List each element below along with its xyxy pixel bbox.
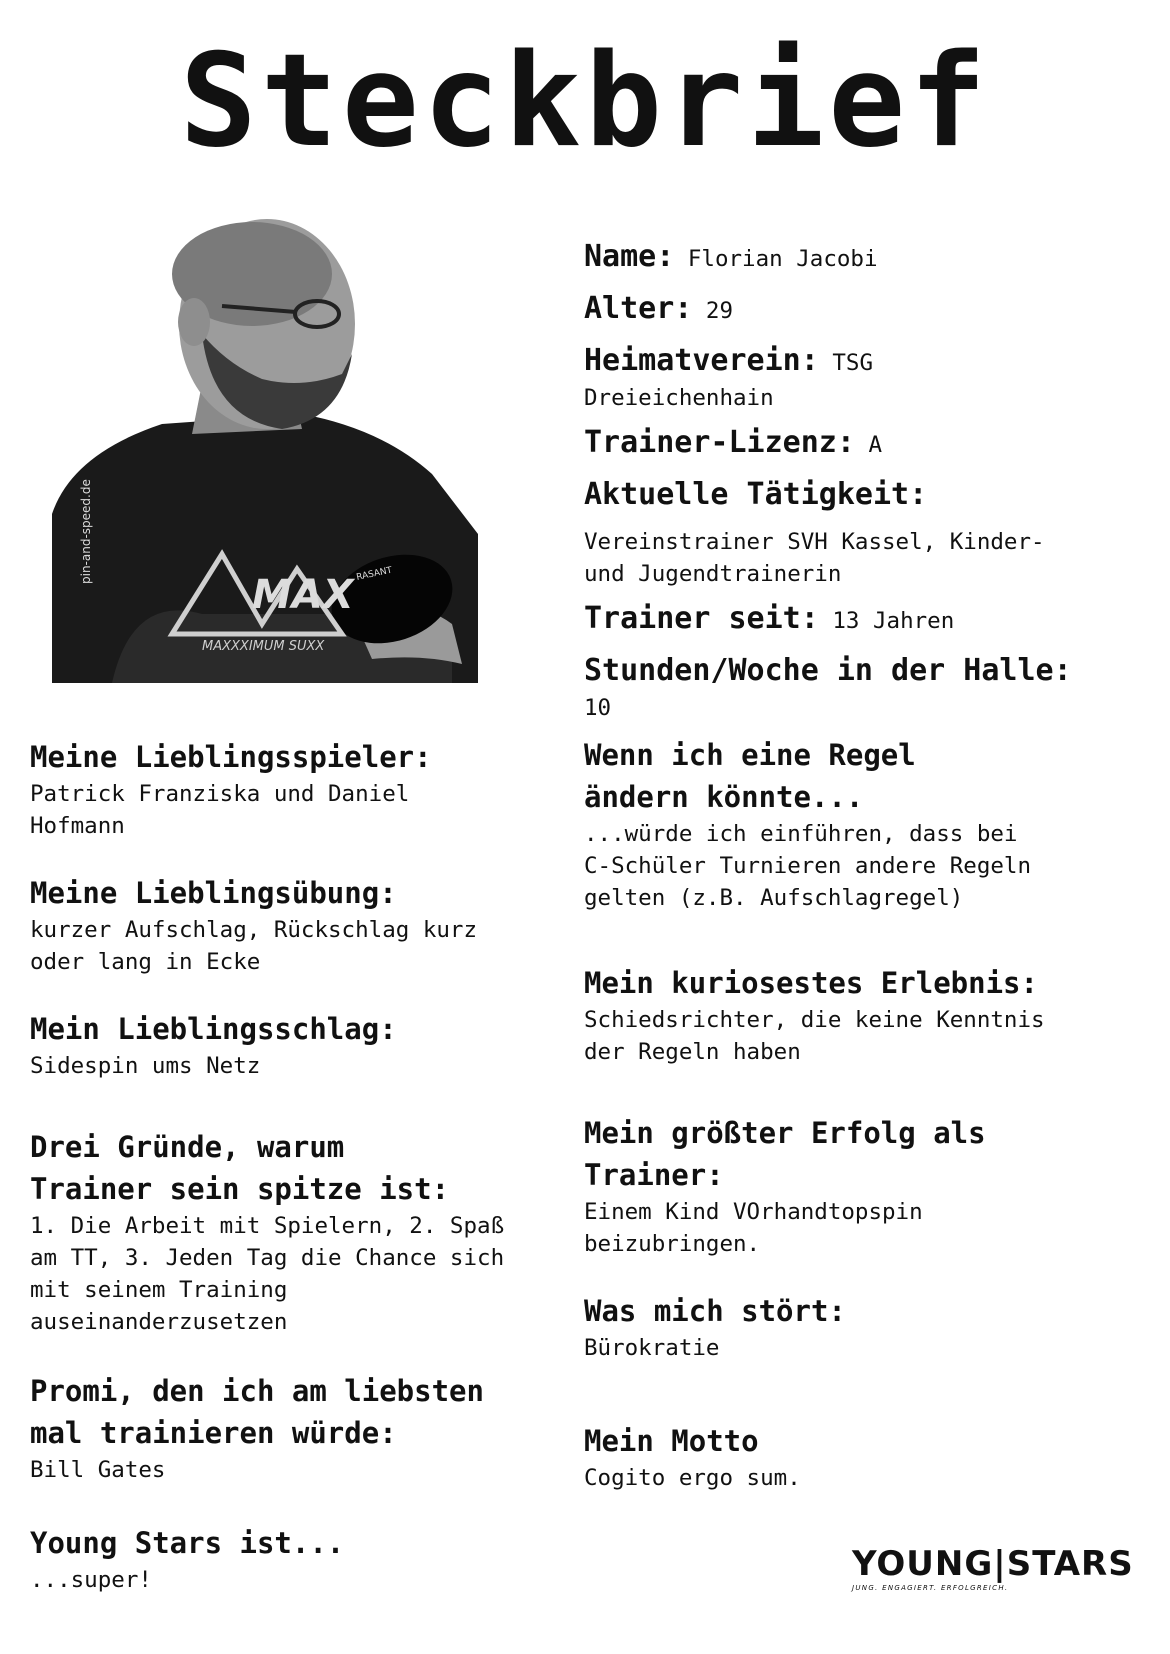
age-label: Alter: [584, 291, 693, 326]
name-label: Name: [584, 239, 675, 274]
section-text: Bill Gates [30, 1457, 166, 1483]
bat-label: RASANT [355, 565, 394, 583]
favorite-exercise [30, 872, 590, 978]
curious-experience [584, 962, 1154, 1068]
section-heading: Promi, den ich am liebsten mal trainieren würde: [30, 1374, 484, 1450]
celebrity-to-train [30, 1370, 590, 1486]
section-text: kurzer Aufschlag, Rückschlag kurz oder lang in Ecke [30, 917, 478, 975]
shirt-sleeve-text: pin-and-speed.de [79, 479, 93, 584]
club-label: Heimatverein: [584, 343, 819, 378]
section-text: Einem Kind VOrhandtopspin beizubringen. [584, 1199, 923, 1257]
three-reasons [30, 1126, 590, 1338]
since-label: Trainer seit: [584, 601, 819, 636]
section-heading: Meine Lieblingsspieler: [30, 740, 432, 774]
since-value: 13 Jahren [832, 608, 955, 634]
age-value: 29 [705, 298, 734, 324]
section-text: ...würde ich einführen, dass bei C-Schüler Turnieren andere Regeln gelten (z.B. Aufschlagregel) [584, 821, 1032, 911]
favorite-stroke [30, 1008, 570, 1082]
club-value-cont: Dreieichenhain [584, 385, 774, 411]
hours-value: 10 [584, 695, 612, 721]
license-label: Trainer-Lizenz: [584, 425, 855, 460]
section-heading: Was mich stört: [584, 1294, 846, 1328]
section-heading: Meine Lieblingsübung: [30, 876, 397, 910]
section-heading: Mein größter Erfolg als Trainer: [584, 1116, 986, 1192]
hours-label: Stunden/Woche in der Halle: [584, 653, 1072, 688]
favorite-players [30, 736, 570, 842]
section-text: ...super! [30, 1567, 152, 1593]
biggest-success [584, 1112, 1154, 1260]
section-heading: Young Stars ist... [30, 1526, 345, 1560]
page-title: Steckbrief [179, 27, 991, 176]
profile-facts [584, 236, 1154, 724]
logo-tagline: JUNG. ENGAGIERT. ERFOLGREICH. [852, 1584, 1009, 1592]
section-text: Patrick Franziska und Daniel Hofmann [30, 781, 410, 839]
young-stars-logo [852, 1544, 1134, 1614]
shirt-logo-text: MAX [252, 572, 354, 618]
club-value: TSG [832, 350, 873, 376]
section-text: Schiedsrichter, die keine Kenntnis der Regeln haben [584, 1007, 1045, 1065]
section-text: Cogito ergo sum. [584, 1465, 801, 1491]
section-heading: Mein Motto [584, 1424, 759, 1458]
section-heading: Drei Gründe, warum Trainer sein spitze ist: [30, 1130, 450, 1206]
motto [584, 1420, 1154, 1494]
section-heading: Mein kuriosestes Erlebnis: [584, 966, 1038, 1000]
portrait-photo [52, 214, 478, 683]
shirt-logo-sub: MAXXXIMUM SUXX [202, 639, 325, 654]
logo-wordmark: YOUNG|STARS [852, 1544, 1134, 1584]
license-value: A [868, 432, 883, 458]
change-a-rule [584, 734, 1154, 914]
young-stars-is [30, 1522, 570, 1596]
section-text: Bürokratie [584, 1335, 720, 1361]
section-heading: Mein Lieblingsschlag: [30, 1012, 397, 1046]
section-heading: Wenn ich eine Regel ändern könnte... [584, 738, 916, 814]
activity-value: Vereinstrainer SVH Kassel, Kinder- und Jugendtrainerin [584, 529, 1045, 587]
what-bothers-me [584, 1290, 1154, 1364]
name-value: Florian Jacobi [687, 246, 878, 272]
section-text: Sidespin ums Netz [30, 1053, 261, 1079]
activity-label: Aktuelle Tätigkeit: [584, 477, 928, 512]
section-text: 1. Die Arbeit mit Spielern, 2. Spaß am TT, 3. Jeden Tag die Chance sich mit seinem Training auseinanderzusetzen [30, 1213, 505, 1335]
